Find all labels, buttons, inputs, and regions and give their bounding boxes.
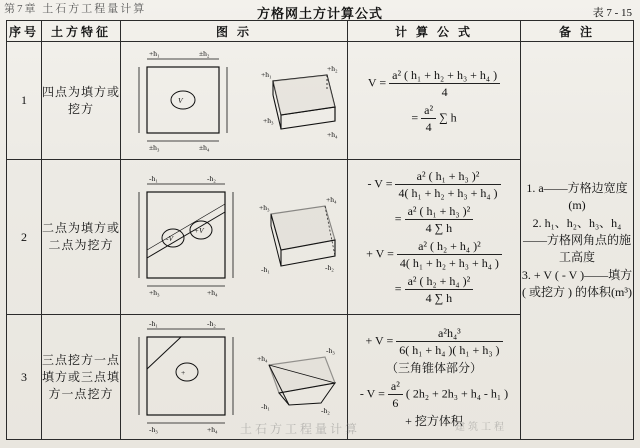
formula-line: [348, 273, 520, 306]
svg-text:+h₄: +h₄: [327, 129, 338, 139]
fraction-denominator: 4 ∑ h: [425, 291, 453, 305]
earthwork-formula-table: [6, 20, 634, 440]
table-title: 方格网土方计算公式: [256, 6, 383, 21]
row-figure: [121, 315, 348, 440]
svg-text:+h₂: +h₂: [327, 63, 338, 73]
fraction: [388, 378, 403, 411]
table-header-row: [7, 21, 634, 42]
row-figure: [121, 160, 348, 315]
fraction-numerator: a² ( h₁ + h₃ )²: [405, 203, 474, 220]
svg-text:+h₃: +h₃: [259, 203, 270, 212]
svg-text:-V: -V: [166, 234, 174, 243]
row-feature: 二点为填方或二点为挖方: [42, 160, 121, 315]
formula-tail: ( 2h₂ + 2h₃ + h₄ - h₁ ): [405, 386, 509, 401]
svg-text:+h₄: +h₄: [257, 354, 268, 363]
fraction-numerator: a²: [388, 378, 403, 395]
svg-text:+V: +V: [194, 226, 204, 235]
svg-text:±h₂: ±h₂: [199, 48, 210, 58]
row-formula: [348, 160, 521, 315]
row-feature: 四点为填方或挖方: [42, 42, 121, 160]
formula-lhs: - V =: [367, 176, 393, 191]
note-item: 3. + V ( - V )——填方 ( 或挖方 ) 的体积(m³): [521, 267, 633, 299]
fraction: [395, 168, 500, 201]
fraction-numerator: a²: [421, 102, 436, 119]
svg-text:-h₂: -h₂: [207, 174, 216, 183]
svg-text:-h₂: -h₂: [207, 319, 216, 328]
note-item: 1. a——方格边宽度(m): [526, 180, 628, 212]
column-header-formula: 计 算 公 式: [348, 21, 521, 42]
svg-text:+h₃: +h₃: [263, 115, 274, 125]
header-left-text: 第7章 土石方工程量计算: [4, 3, 147, 15]
fraction: [421, 102, 436, 135]
row-number: 2: [7, 160, 42, 315]
fraction: [396, 325, 502, 358]
fraction: [405, 273, 474, 306]
formula-lhs: =: [394, 211, 402, 226]
table-row: [7, 42, 634, 160]
fraction-denominator: 4: [425, 119, 432, 134]
formula-line: [348, 203, 520, 236]
svg-text:+h₁: +h₁: [149, 48, 160, 58]
row-formula: [348, 42, 521, 160]
svg-text:-h₁: -h₁: [149, 174, 158, 183]
row-feature: 三点挖方一点填方或三点填方一点挖方: [42, 315, 121, 440]
table-number: 表 7 - 15: [592, 7, 632, 19]
fraction-numerator: a² ( h₂ + h₄ )²: [397, 238, 502, 255]
formula-line: [348, 238, 520, 271]
column-header-figure: 图 示: [121, 21, 348, 42]
fraction: [405, 203, 474, 236]
fraction-denominator: 4 ∑ h: [425, 221, 453, 235]
svg-text:+h₃: +h₃: [149, 288, 160, 297]
figure-plan-and-iso-row1: [121, 45, 345, 157]
svg-text:V: V: [178, 95, 183, 105]
svg-text:-h₃: -h₃: [326, 346, 335, 355]
row-formula: [348, 315, 521, 440]
fraction: [389, 67, 500, 100]
svg-text:+h₄: +h₄: [207, 425, 218, 434]
formula-caption: + 挖方体积: [405, 414, 463, 428]
svg-text:-h₁: -h₁: [261, 265, 270, 274]
fraction-denominator: 6: [392, 396, 399, 410]
fraction-denominator: 4: [441, 84, 448, 99]
column-header-no: 序号: [7, 21, 42, 42]
formula-lhs: + V =: [365, 333, 394, 348]
svg-text:+: +: [181, 368, 186, 377]
fraction-numerator: a²h₄³: [396, 325, 502, 342]
svg-text:+h₁: +h₁: [261, 69, 272, 79]
svg-text:-h₁: -h₁: [149, 319, 158, 328]
note-item: 2. h₁、h₂、h₃、h₄——方格网角点的施工高度: [522, 215, 631, 264]
formula-tail: ∑ h: [439, 109, 457, 124]
svg-text:±h₃: ±h₃: [149, 142, 160, 152]
fraction-denominator: 4( h₁ + h₂ + h₃ + h₄ ): [398, 186, 498, 200]
fraction-denominator: 4( h₁ + h₂ + h₃ + h₄ ): [399, 256, 499, 270]
watermark-text: 土石方工程量计算: [240, 422, 361, 436]
row-number: 1: [7, 42, 42, 160]
svg-text:-h₁: -h₁: [261, 402, 270, 411]
column-header-note: 备 注: [521, 21, 634, 42]
fraction-numerator: a² ( h₁ + h₃ )²: [395, 168, 500, 185]
formula-line: [348, 168, 520, 201]
notes-cell: [521, 42, 634, 440]
formula-lhs: =: [394, 281, 402, 296]
svg-text:+h₄: +h₄: [207, 288, 218, 297]
row-number: 3: [7, 315, 42, 440]
watermark-text: 建筑工程: [455, 422, 507, 433]
formula-lhs: - V =: [359, 386, 385, 401]
figure-plan-and-iso-row3: [121, 317, 345, 437]
svg-text:+h₄: +h₄: [326, 195, 337, 204]
svg-text:±h₄: ±h₄: [199, 142, 210, 152]
svg-text:-h₂: -h₂: [325, 263, 334, 272]
fraction-numerator: a² ( h₁ + h₂ + h₃ + h₄ ): [389, 67, 500, 84]
fraction-numerator: a² ( h₂ + h₄ )²: [405, 273, 474, 290]
formula-line: [348, 325, 520, 358]
svg-text:-h₂: -h₂: [321, 406, 330, 415]
formula-line: [348, 102, 520, 135]
figure-plan-and-iso-row2: [121, 162, 345, 312]
column-header-feature: 土方特征: [42, 21, 121, 42]
formula-lhs: =: [411, 109, 419, 124]
formula-caption: （三角锥体部分）: [385, 361, 482, 375]
fraction-denominator: 6( h₁ + h₄ )( h₁ + h₃ ): [399, 343, 500, 357]
fraction: [397, 238, 502, 271]
formula-line: [348, 67, 520, 100]
formula-lhs: V =: [367, 74, 387, 89]
svg-text:-h₃: -h₃: [149, 425, 158, 434]
row-figure: [121, 42, 348, 160]
formula-line: [348, 378, 520, 411]
formula-lhs: + V =: [366, 246, 394, 261]
